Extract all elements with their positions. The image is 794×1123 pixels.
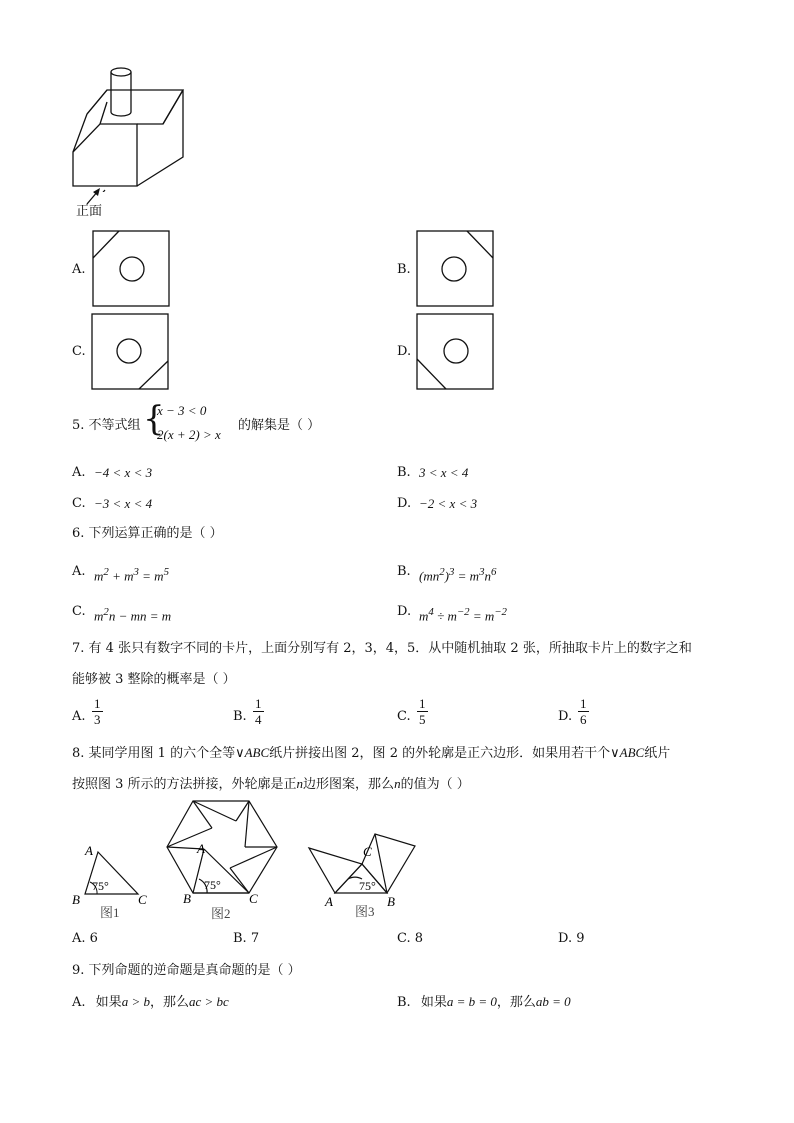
q4-option-a-label[interactable]: A. (72, 262, 86, 277)
numerator: 1 (419, 696, 426, 711)
q8-figure-3 (305, 830, 420, 922)
q6-option-c-expr[interactable]: $m^2n$ − mn = m (94, 606, 172, 624)
q7-option-d-label[interactable]: D. (558, 709, 573, 724)
fig1-caption: 图1 (100, 905, 120, 920)
q5-brace: { (143, 399, 165, 439)
q5-system-line1: x − 3 < 0 (157, 403, 207, 418)
q9-option-b-res: ab = 0 (535, 994, 571, 1009)
q7-option-c-label[interactable]: C. (397, 709, 411, 724)
q4-option-d-view[interactable] (416, 313, 496, 391)
numerator: 1 (580, 696, 587, 711)
q9-option-a-label: A. (72, 995, 86, 1010)
fig3-label-a: A (325, 894, 333, 909)
q8-figure-1 (68, 838, 158, 920)
fig2-label-b: B (183, 891, 191, 906)
q8-line1-a: 8. 某同学用图 1 的六个全等 (72, 746, 236, 761)
fig3-label-c: C (363, 844, 372, 859)
q6-option-d-label[interactable]: D. (397, 604, 412, 619)
q5-option-c-text[interactable]: −3 < x < 4 (94, 496, 153, 511)
q5-option-b-text[interactable]: 3 < x < 4 (419, 465, 469, 480)
q5-option-a-text[interactable]: −4 < x < 3 (94, 465, 153, 480)
q8-line2-b: 边形图案，那么 (303, 777, 395, 792)
fig1-label-b: B (72, 892, 80, 907)
q5-option-c-label[interactable]: C. (72, 496, 86, 511)
q9-option-a-mid: ，那么 (149, 995, 189, 1010)
q5-option-a-label[interactable]: A. (72, 465, 86, 480)
q5-stem-suffix: 的解集是（ ） (238, 418, 321, 433)
q9-option-b-mid: ，那么 (496, 995, 536, 1010)
denominator: 4 (255, 712, 262, 727)
q4-option-a-view[interactable] (92, 230, 172, 308)
q6-option-b-label[interactable]: B. (397, 564, 411, 579)
q8-line1-b: 纸片拼接出图 2，图 2 的外轮廓是正六边形．如果用若干个 (269, 746, 611, 761)
fig1-label-a: A (85, 843, 93, 858)
fig2-label-a: A (197, 841, 205, 856)
q5-stem-prefix: 5. 不等式组 (72, 418, 141, 433)
q8-option-b[interactable]: B. 7 (233, 931, 260, 946)
fig2-angle: 75° (204, 878, 221, 892)
q8-line1-c: 纸片 (644, 746, 671, 761)
q9-option-a-res: ac > bc (188, 994, 229, 1009)
q8-n-1: n (296, 776, 304, 791)
denominator: 6 (580, 712, 587, 727)
denominator: 5 (419, 712, 426, 727)
q7-stem-line2: 能够被 3 整除的概率是（ ） (72, 672, 236, 687)
fig1-angle: 75° (92, 879, 109, 893)
q7-option-b-fraction[interactable] (253, 696, 264, 727)
q5-system-line2: 2(x + 2) > x (157, 427, 221, 442)
q5-option-d-text[interactable]: −2 < x < 3 (419, 496, 478, 511)
q5-option-b-label[interactable]: B. (397, 465, 411, 480)
q6-option-b-expr[interactable]: $(mn^2)^3 = m^3n^6$ (419, 566, 497, 584)
fig3-label-b: B (387, 894, 395, 909)
q6-option-c-label[interactable]: C. (72, 604, 86, 619)
q8-option-c[interactable]: C. 8 (397, 931, 424, 946)
q4-option-d-label[interactable]: D. (397, 344, 412, 359)
q9-option-b-cond: a = b = 0 (446, 994, 497, 1009)
q9-option-a[interactable] (72, 993, 229, 1012)
q7-option-b-label[interactable]: B. (233, 709, 247, 724)
q9-option-b[interactable] (397, 993, 571, 1012)
q4-solid-figure (65, 62, 195, 192)
q8-triangle-1: ∨ABC (235, 745, 270, 760)
numerator: 1 (94, 696, 101, 711)
q8-stem-line2 (72, 775, 470, 794)
fig3-caption: 图3 (355, 904, 375, 919)
fig1-label-c: C (138, 892, 147, 907)
q5-option-d-label[interactable]: D. (397, 496, 412, 511)
q6-option-d-expr[interactable]: $m^4 \div m^{-2} = m^{-2}$ (419, 606, 507, 624)
fig2-caption: 图2 (211, 906, 231, 921)
q9-option-a-pre: 如果 (95, 995, 122, 1010)
q6-stem: 6. 下列运算正确的是（ ） (72, 526, 223, 541)
q8-n-2: n (394, 776, 401, 791)
numerator: 1 (255, 696, 262, 711)
fig3-angle: 75° (359, 879, 376, 893)
fig2-label-c: C (249, 891, 258, 906)
q7-option-c-fraction[interactable] (417, 696, 428, 727)
q9-option-a-cond: a > b (121, 994, 150, 1009)
q4-option-c-label[interactable]: C. (72, 344, 86, 359)
denominator: 3 (94, 712, 101, 727)
q9-option-b-label: B. (397, 995, 411, 1010)
q8-option-a[interactable]: A. 6 (72, 931, 98, 946)
q8-figure-2 (163, 797, 283, 923)
q8-option-d[interactable]: D. 9 (558, 931, 585, 946)
q8-triangle-2: ∨ABC (610, 745, 645, 760)
q7-option-a-label[interactable]: A. (72, 709, 86, 724)
q7-option-d-fraction[interactable] (578, 696, 589, 727)
q9-stem: 9. 下列命题的逆命题是真命题的是（ ） (72, 963, 301, 978)
q7-stem-line1: 7. 有 4 张只有数字不同的卡片，上面分别写有 2，3，4，5．从中随机抽取 2 张，所抽取卡片上的数字之和 (72, 641, 692, 656)
q8-line2-a: 按照图 3 所示的方法拼接，外轮廓是正 (72, 777, 297, 792)
q4-option-b-view[interactable] (416, 230, 496, 308)
q8-line2-c: 的值为（ ） (400, 777, 470, 792)
q9-option-b-pre: 如果 (420, 995, 447, 1010)
front-label: 正面 (76, 204, 103, 219)
q4-option-b-label[interactable]: B. (397, 262, 411, 277)
q4-option-c-view[interactable] (91, 313, 171, 391)
q6-option-a-expr[interactable]: $m^2 + m^3 = m^5$ (94, 566, 169, 584)
q8-stem-line1 (72, 744, 670, 763)
q6-option-a-label[interactable]: A. (72, 564, 86, 579)
q7-option-a-fraction[interactable] (92, 696, 103, 727)
